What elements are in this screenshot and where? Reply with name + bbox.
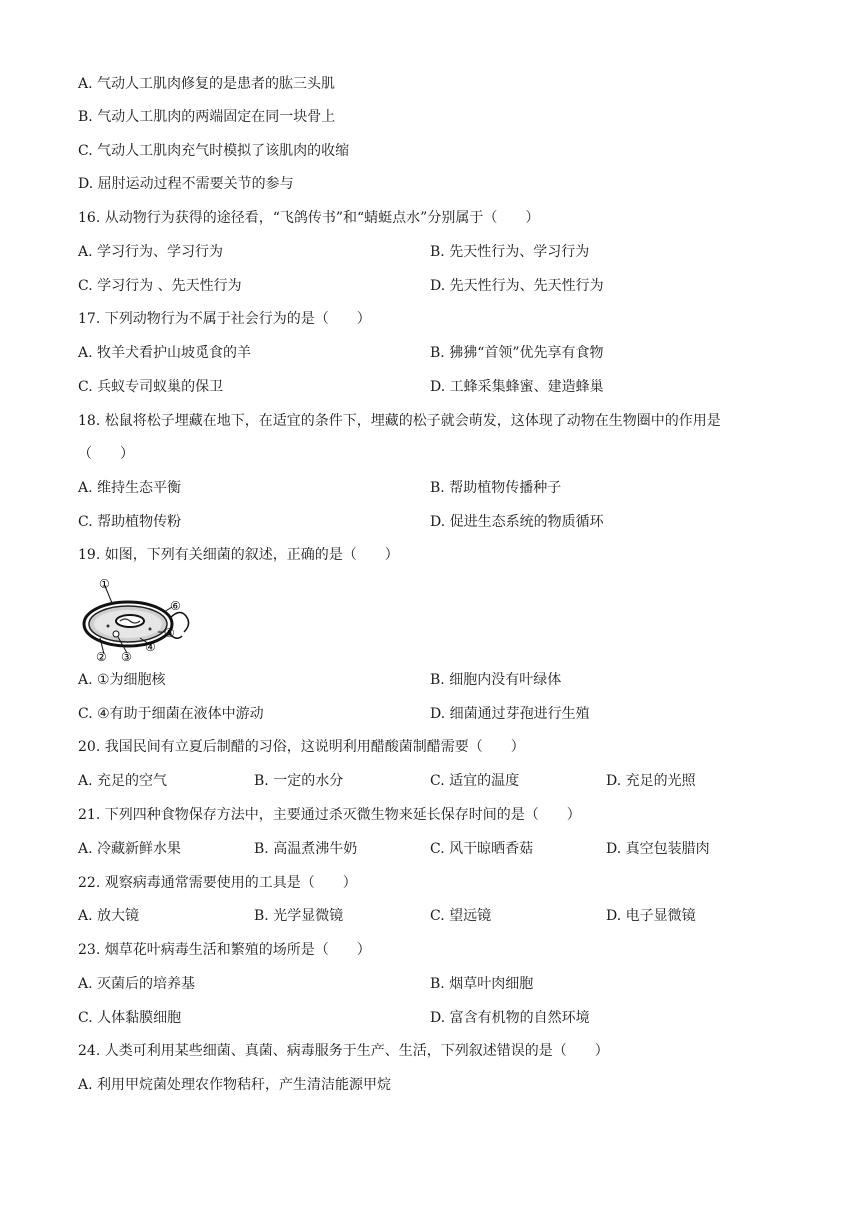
q16-option-c: C. 学习行为 、先天性行为 (78, 278, 242, 294)
q20-option-c: C. 适宜的温度 (430, 773, 520, 789)
q20-option-a: A. 充足的空气 (78, 773, 168, 789)
q18-option-b: B. 帮助植物传播种子 (430, 480, 562, 496)
q19-option-a: A. ①为细胞核 (78, 672, 166, 688)
q20-stem: 20. 我国民间有立夏后制醋的习俗，这说明利用醋酸菌制醋需要（ ） (78, 739, 525, 755)
q18-stem: 18. 松鼠将松子埋藏在地下，在适宜的条件下，埋藏的松子就会萌发，这体现了动物在生物圈中的作用是 (78, 413, 721, 429)
q23-option-c: C. 人体黏膜细胞 (78, 1010, 182, 1026)
q21-stem: 21. 下列四种食物保存方法中，主要通过杀灭微生物来延长保存时间的是（ ） (78, 807, 581, 823)
q23-option-a: A. 灭菌后的培养基 (78, 976, 196, 992)
q17-option-b: B. 狒狒“首领”优先享有食物 (430, 345, 604, 361)
q20-option-d: D. 充足的光照 (606, 773, 696, 789)
q24-option-a: A. 利用甲烷菌处理农作物秸秆，产生清洁能源甲烷 (78, 1077, 392, 1093)
bacterium-diagram (78, 574, 198, 664)
figure-label-2: ② (96, 650, 107, 664)
q17-option-a: A. 牧羊犬看护山坡觅食的羊 (78, 345, 252, 361)
q17-option-c: C. 兵蚁专司蚁巢的保卫 (78, 379, 224, 395)
q15-option-a: A. 气动人工肌肉修复的是患者的肱三头肌 (78, 76, 336, 92)
q22-stem: 22. 观察病毒通常需要使用的工具是（ ） (78, 875, 357, 891)
figure-label-3: ③ (121, 650, 132, 664)
q18-option-c: C. 帮助植物传粉 (78, 514, 182, 530)
q17-stem: 17. 下列动物行为不属于社会行为的是（ ） (78, 311, 371, 327)
q18-option-a: A. 维持生态平衡 (78, 480, 182, 496)
figure-label-5: ⑤ (164, 626, 175, 640)
q22-option-d: D. 电子显微镜 (606, 908, 696, 924)
q22-option-c: C. 望远镜 (430, 908, 492, 924)
figure-label-6: ⑥ (170, 599, 181, 613)
q21-option-b: B. 高温煮沸牛奶 (254, 841, 358, 857)
q16-option-d: D. 先天性行为、先天性行为 (430, 278, 604, 294)
q23-option-d: D. 富含有机物的自然环境 (430, 1010, 590, 1026)
q23-stem: 23. 烟草花叶病毒生活和繁殖的场所是（ ） (78, 942, 371, 958)
q20-option-b: B. 一定的水分 (254, 773, 344, 789)
q24-stem: 24. 人类可利用某些细菌、真菌、病毒服务于生产、生活，下列叙述错误的是（ ） (78, 1043, 609, 1059)
q18-option-d: D. 促进生态系统的物质循环 (430, 514, 604, 530)
q17-option-d: D. 工蜂采集蜂蜜、建造蜂巢 (430, 379, 604, 395)
q15-option-d: D. 屈肘运动过程不需要关节的参与 (78, 176, 294, 192)
q16-stem: 16. 从动物行为获得的途径看，“飞鸽传书”和“蜻蜓点水”分别属于（ ） (78, 210, 540, 226)
figure-label-1: ① (99, 577, 110, 591)
q23-option-b: B. 烟草叶肉细胞 (430, 976, 534, 992)
q18-stem-continued: （ ） (78, 446, 134, 462)
q22-option-a: A. 放大镜 (78, 908, 140, 924)
q21-option-a: A. 冷藏新鲜水果 (78, 841, 182, 857)
q16-option-b: B. 先天性行为、学习行为 (430, 244, 590, 260)
q19-option-d: D. 细菌通过芽孢进行生殖 (430, 706, 590, 722)
q19-stem: 19. 如图，下列有关细菌的叙述，正确的是（ ） (78, 547, 399, 563)
q21-option-d: D. 真空包装腊肉 (606, 841, 710, 857)
figure-label-4: ④ (145, 640, 156, 654)
q15-option-c: C. 气动人工肌肉充气时模拟了该肌肉的收缩 (78, 143, 350, 159)
q19-option-b: B. 细胞内没有叶绿体 (430, 672, 562, 688)
q19-option-c: C. ④有助于细菌在液体中游动 (78, 706, 264, 722)
q21-option-c: C. 风干晾晒香菇 (430, 841, 534, 857)
q22-option-b: B. 光学显微镜 (254, 908, 344, 924)
q15-option-b: B. 气动人工肌肉的两端固定在同一块骨上 (78, 109, 336, 125)
q16-option-a: A. 学习行为、学习行为 (78, 244, 224, 260)
